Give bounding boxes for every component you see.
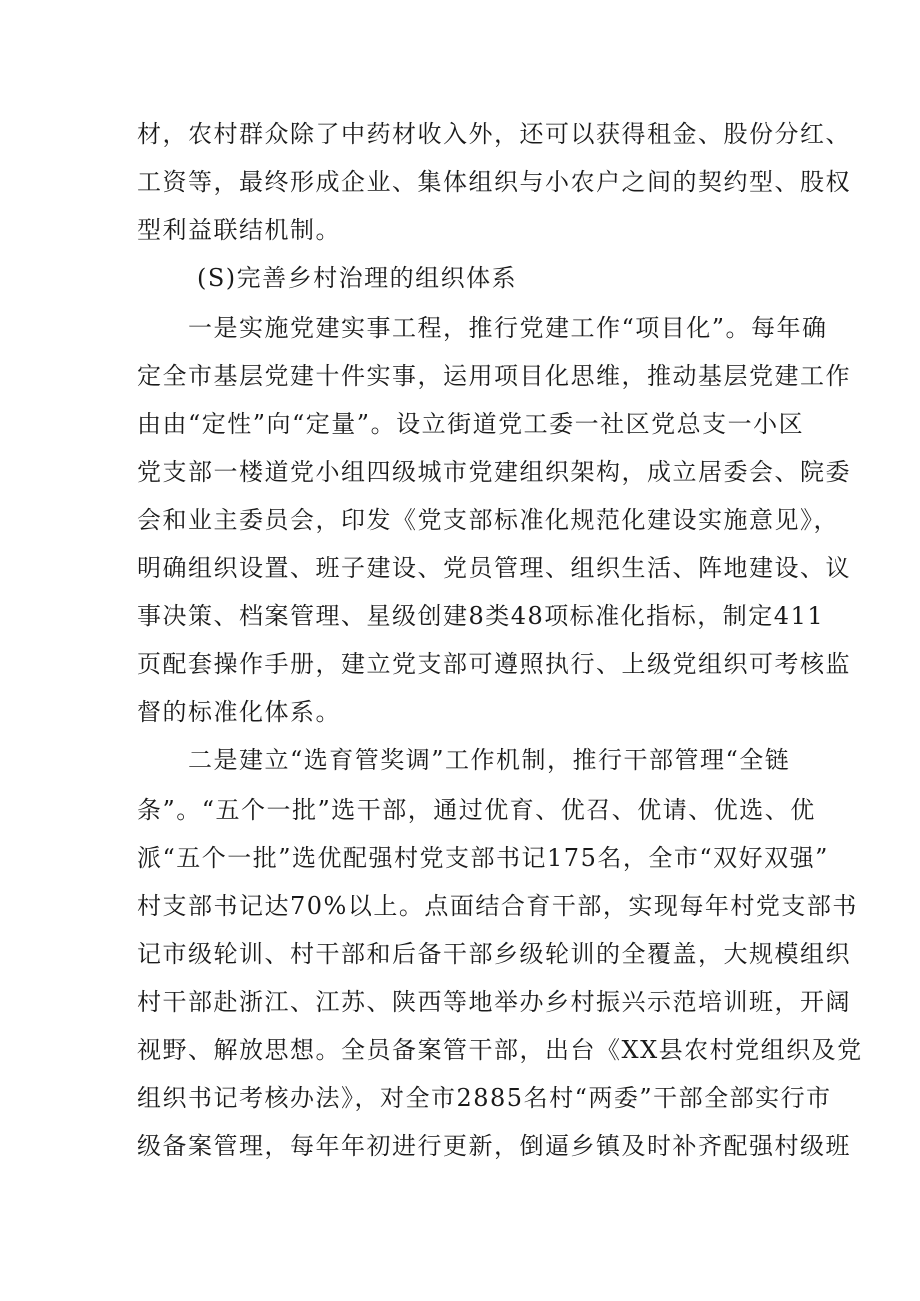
text-line: 二是建立“选育管奖调”工作机制，推行干部管理“全链: [188, 746, 791, 774]
text-line: 条”。“五个一批”选干部，通过优育、优召、优请、优选、优: [137, 796, 816, 824]
text-line: 村干部赴浙江、江苏、陕西等地举办乡村振兴示范培训班，开阔: [137, 988, 851, 1016]
text-line: 督的标准化体系。: [137, 698, 341, 726]
text-line: 工资等，最终形成企业、集体组织与小农户之间的契约型、股权: [137, 168, 851, 196]
text-line: 定全市基层党建十件实事，运用项目化思维，推动基层党建工作: [137, 362, 851, 390]
text-line: 由由“定性”向“定量”。设立街道党工委一社区党总支一小区: [137, 410, 805, 438]
text-line: 一是实施党建实事工程，推行党建工作“项目化”。每年确: [188, 314, 828, 342]
text-line: 会和业主委员会，印发《党支部标准化规范化建设实施意见》，: [137, 506, 839, 534]
text-line: 党支部一楼道党小组四级城市党建组织架构，成立居委会、院委: [137, 458, 851, 486]
text-line: 型利益联结机制。: [137, 216, 341, 244]
text-line: 视野、解放思想。全员备案管干部，出台《XX县农村党组织及党: [137, 1036, 863, 1064]
text-line: 明确组织设置、班子建设、党员管理、组织生活、阵地建设、议: [137, 554, 851, 582]
text-line: 村支部书记达70%以上。点面结合育干部，实现每年村党支部书: [137, 892, 858, 920]
text-line: 记市级轮训、村干部和后备干部乡级轮训的全覆盖，大规模组织: [137, 940, 851, 968]
text-line: 派“五个一批”选优配强村党支部书记175名，全市“双好双强”: [137, 844, 829, 872]
text-line: 页配套操作手册，建立党支部可遵照执行、上级党组织可考核监: [137, 650, 851, 678]
text-line: 级备案管理，每年年初进行更新，倒逼乡镇及时补齐配强村级班: [137, 1132, 851, 1160]
section-heading: (S)完善乡村治理的组织体系: [197, 264, 518, 292]
text-line: 事决策、档案管理、星级创建8类48项标准化指标，制定411: [137, 602, 825, 630]
text-line: 组织书记考核办法》，对全市2885名村“两委”干部全部实行市: [137, 1084, 832, 1112]
text-line: 材，农村群众除了中药材收入外，还可以获得租金、股份分红、: [137, 120, 851, 148]
